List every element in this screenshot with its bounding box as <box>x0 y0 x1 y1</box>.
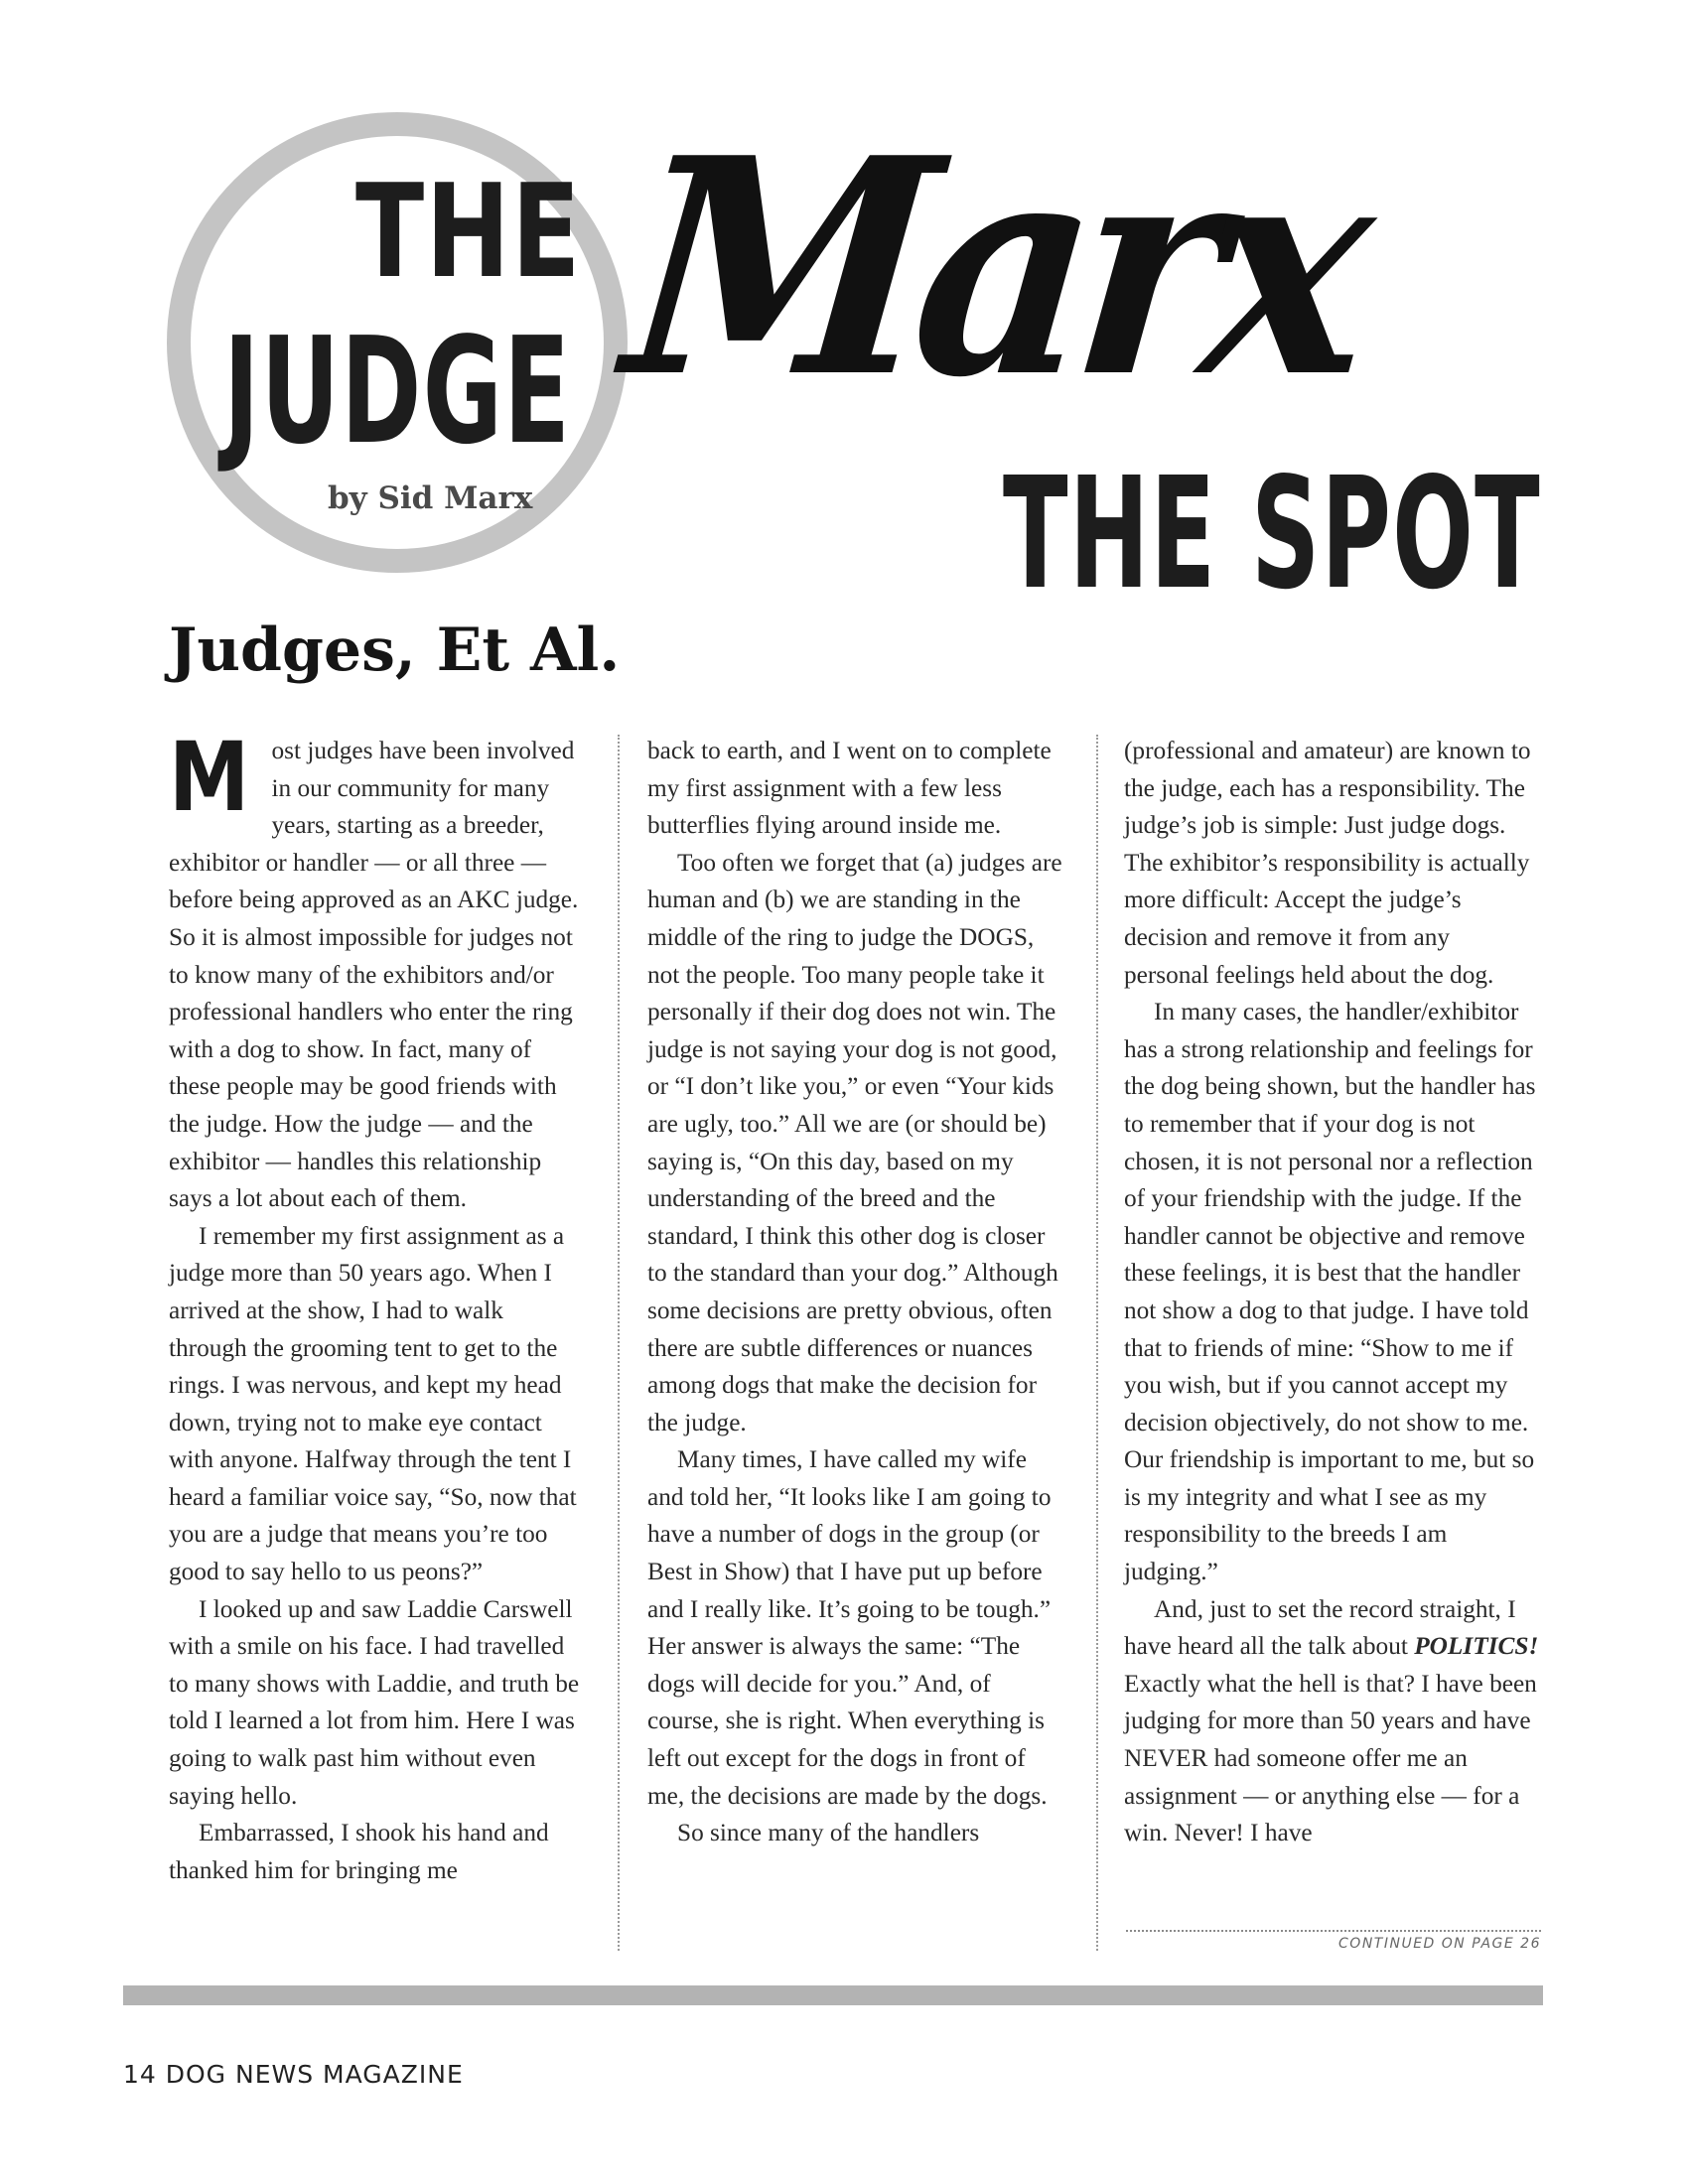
paragraph-text: Exactly what the hell is that? I have been judging for more than 50 years and have NEVER had someone offer me an assignment — or anything else — for a win. Never! I have <box>1124 1669 1537 1847</box>
title-judge: JUDGE <box>223 306 572 477</box>
paragraph-text: ost judges have been involved in our community for many years, starting as a breeder, exhibitor or handler — or all three — before being approved as an AKC judge. So it is almost impossible for judges not to know many of the exhibitors and/or professional handlers who enter the ring with a dog to show. In fact, many of these people may be good friends with the judge. How the judge — and the exhibitor — handles this relationship says a lot about each of them. <box>169 737 579 1213</box>
title-the: THE <box>355 156 582 307</box>
paragraph-text: And, just to set the record straight, I have heard all the talk about <box>1124 1594 1516 1661</box>
drop-cap: M <box>169 722 250 833</box>
paragraph: back to earth, and I went on to complete my first assignment with a few less butterflies flying around inside me. <box>647 737 1052 840</box>
masthead <box>0 0 1688 635</box>
article-column-2 <box>647 733 1064 1852</box>
paragraph: So since many of the handlers <box>677 1819 980 1847</box>
paragraph <box>1124 1591 1541 1852</box>
paragraph: I remember my first assignment as a judge more than 50 years ago. When I arrived at the show, I had to walk through the grooming tent to get to the rings. I was nervous, and kept my head down, trying not to make eye contact with anyone. Halfway through the tent I heard a familiar voice say, “So, now that you are a judge that means you’re too good to say hello to us peons?” <box>169 1221 577 1586</box>
emphasis-politics: POLITICS! <box>1414 1632 1539 1661</box>
article-headline: Judges, Et Al. <box>169 615 621 685</box>
page-footer: 14 DOG NEWS MAGAZINE <box>123 2060 464 2089</box>
continued-on-page-link[interactable]: CONTINUED ON PAGE 26 <box>1338 1936 1541 1952</box>
paragraph: Many times, I have called my wife and told her, “It looks like I am going to have a number of dogs in the group (or Best in Show) that I have put up before and I really like. It’s going to be tough.” Her answer is always the same: “The dogs will decide for you.” And, of course, she is right. When everything is left out except for the dogs in front of me, the decisions are made by the dogs. <box>647 1445 1052 1810</box>
continued-divider <box>1126 1930 1541 1932</box>
title-marx-script: Marx <box>614 92 1371 443</box>
paragraph: Too often we forget that (a) judges are human and (b) we are standing in the middle of the ring to judge the DOGS, not the people. Too many people take it personally if their dog does not win. The judge is not saying your dog is not good, or “I don’t like you,” or even “Your kids are ugly, too.” All we are (or should be) saying is, “On this day, based on my understanding of the breed and the standard, I think this other dog is closer to the standard than your dog.” Although some decisions are pretty obvious, often there are subtle differences or nuances among dogs that make the decision for the judge. <box>647 848 1062 1436</box>
paragraph <box>169 722 586 1218</box>
article-column-3 <box>1124 733 1541 1852</box>
paragraph: I looked up and saw Laddie Carswell with a smile on his face. I had travelled to many shows with Laddie, and truth be told I learned a lot from him. Here I was going to walk past him without even saying hello. <box>169 1594 580 1810</box>
byline: by Sid Marx <box>328 480 533 516</box>
column-divider <box>618 735 620 1951</box>
paragraph: (professional and amateur) are known to the judge, each has a responsibility. The judge’s job is simple: Just judge dogs. The exhibitor’s responsibility is actually more difficult: Accept the judge’s decision and remove it from any personal feelings held about the dog. <box>1124 737 1531 989</box>
title-the-spot: THE SPOT <box>1003 444 1541 623</box>
article-column-1 <box>169 722 586 1889</box>
bottom-bar <box>123 1985 1543 2005</box>
paragraph: In many cases, the handler/exhibitor has a strong relationship and feelings for the dog being shown, but the handler has to remember that if your dog is not chosen, it is not personal nor a reflection of your friendship with the judge. If the handler cannot be objective and remove these feelings, it is best that the handler not show a dog to that judge. I have told that to friends of mine: “Show to me if you wish, but if you cannot accept my decision objectively, do not show to me. Our friendship is important to me, but so is my integrity and what I see as my responsibility to the breeds I am judging.” <box>1124 998 1536 1586</box>
paragraph: Embarrassed, I shook his hand and thanked him for bringing me <box>169 1819 549 1884</box>
column-divider <box>1096 735 1098 1951</box>
